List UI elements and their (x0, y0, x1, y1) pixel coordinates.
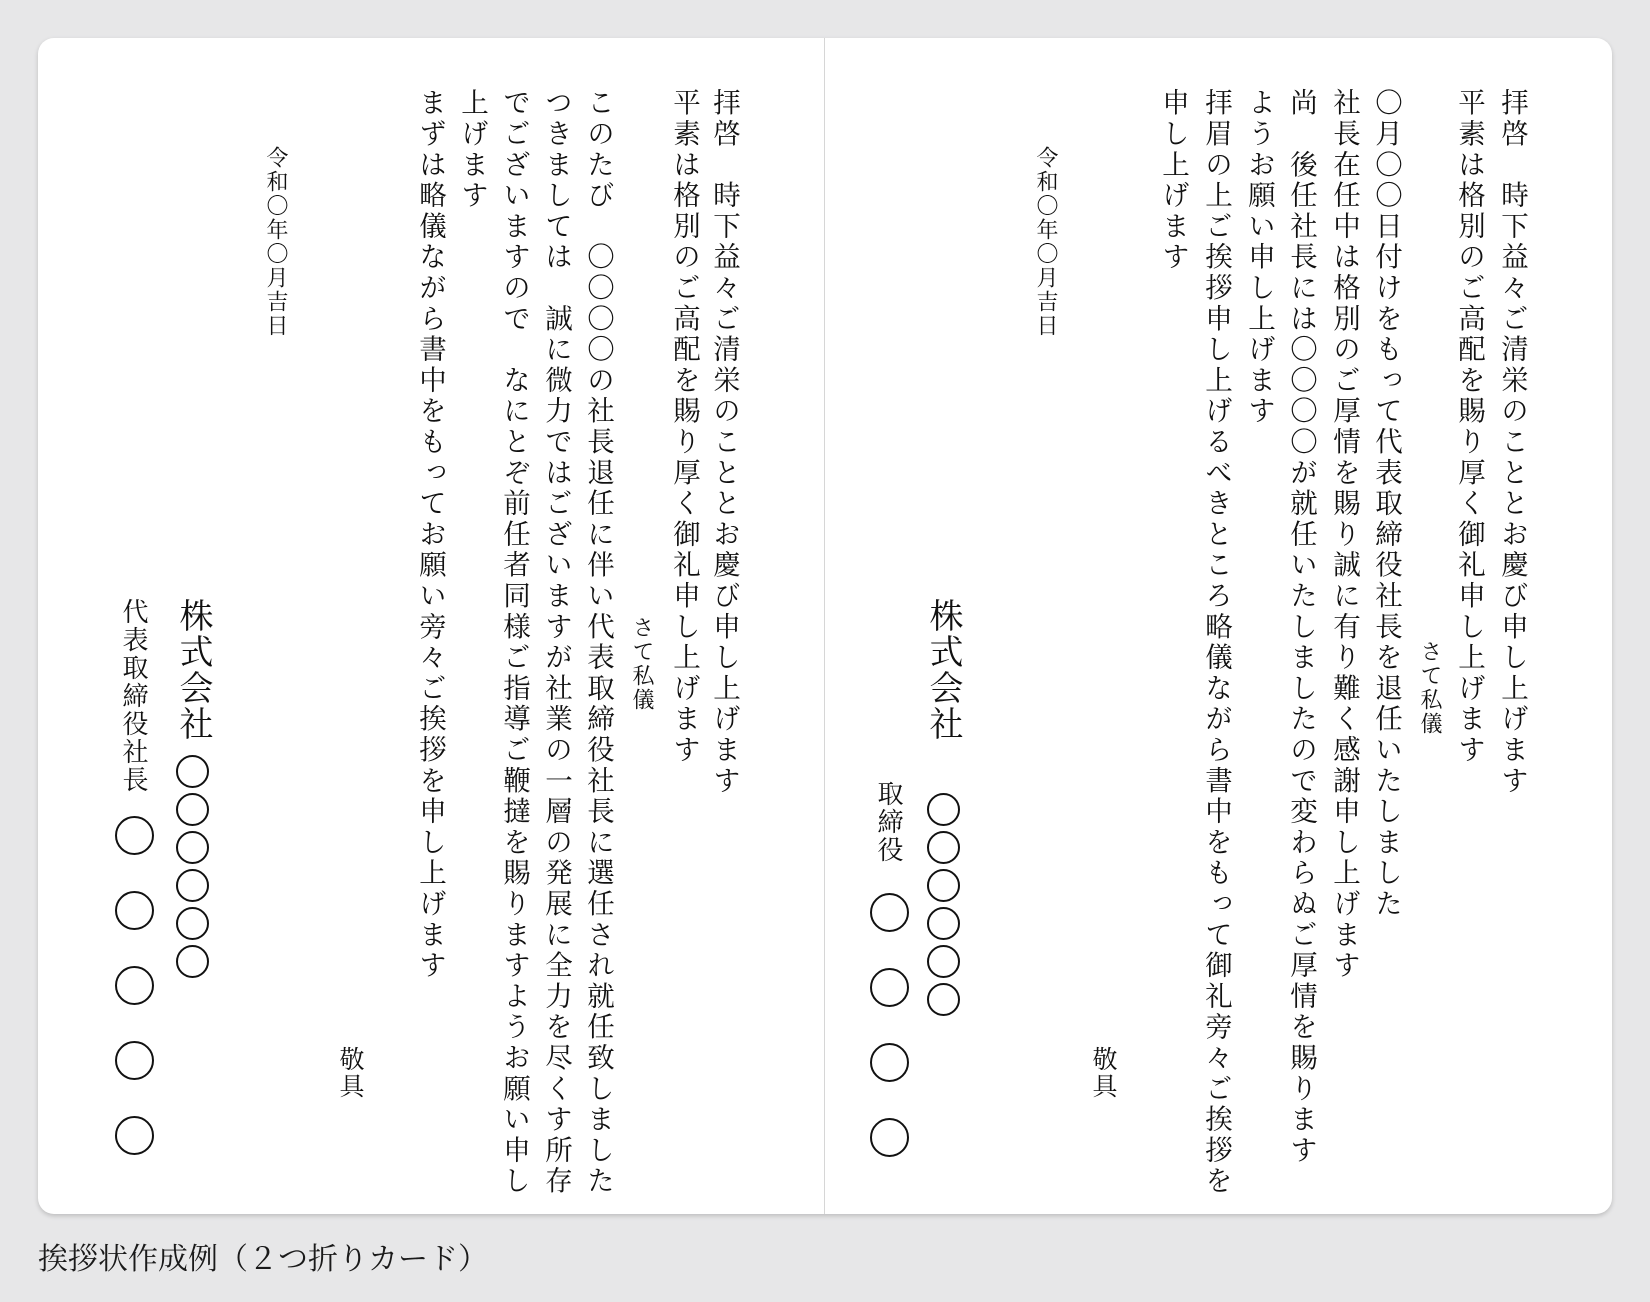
body-column: 上げます (456, 88, 488, 212)
date: 令和〇年〇月吉日 (1033, 146, 1058, 338)
closing-keigu: 敬具 (336, 1046, 365, 1100)
greeting-card (38, 38, 1612, 1214)
body-column: つきましては 誠に微力ではございますが社業の一層の発展に全力を尽くす所存 (540, 88, 572, 1197)
placeholder-circle (870, 1118, 909, 1157)
body-column: さて私儀 (629, 88, 654, 712)
placeholder-circle (927, 983, 960, 1016)
left-page (38, 38, 824, 1214)
placeholder-circle (870, 968, 909, 1007)
body-column: 拝啓 時下益々ご清栄のこととお慶び申し上げます (708, 88, 740, 797)
placeholder-circle (115, 1116, 154, 1155)
company-name: 株式会社 (923, 598, 963, 742)
placeholder-circle (927, 869, 960, 902)
placeholder-circle (176, 945, 209, 978)
position-title: 取締役 (873, 780, 903, 864)
placeholder-circle (927, 831, 960, 864)
body-column: ようお願い申し上げます (1243, 88, 1275, 427)
name-placeholder (870, 893, 909, 1193)
placeholder-circle (176, 793, 209, 826)
caption: 挨拶状作成例（２つ折りカード） (38, 1242, 488, 1277)
body-column: 社長在任中は格別のご厚情を賜り誠に有り難く感謝申し上げます (1328, 88, 1360, 982)
placeholder-circle (927, 945, 960, 978)
placeholder-circle (115, 891, 154, 930)
placeholder-circle (115, 816, 154, 855)
company-placeholder (927, 793, 960, 1021)
body-column: このたび 〇〇〇〇の社長退任に伴い代表取締役社長に選任され就任致しました (582, 88, 614, 1197)
placeholder-circle (115, 1041, 154, 1080)
body-column: さて私儀 (1417, 88, 1442, 736)
placeholder-circle (927, 793, 960, 826)
body-column: 尚 後任社長には〇〇〇〇が就任いたしましたので変わらぬご厚情を賜ります (1285, 88, 1317, 1166)
body-column: まずは略儀ながら書中をもってお願い旁々ご挨拶を申し上げます (414, 88, 446, 982)
company-name: 株式会社 (173, 598, 213, 742)
placeholder-circle (870, 1043, 909, 1082)
placeholder-circle (870, 893, 909, 932)
body-column: 拝眉の上ご挨拶申し上げるべきところ略儀ながら書中をもって御礼旁々ご挨拶を (1200, 88, 1232, 1197)
body-column: でございますので なにとぞ前任者同様ご指導ご鞭撻を賜りますようお願い申し (498, 88, 530, 1197)
placeholder-circle (176, 831, 209, 864)
position-title: 代表取締役社長 (118, 598, 148, 794)
body-column: 平素は格別のご高配を賜り厚く御礼申し上げます (1453, 88, 1485, 766)
body-column: 平素は格別のご高配を賜り厚く御礼申し上げます (668, 88, 700, 766)
right-page (825, 38, 1611, 1214)
placeholder-circle (927, 907, 960, 940)
closing-keigu: 敬具 (1089, 1046, 1118, 1100)
body-column: 申し上げます (1157, 88, 1189, 273)
placeholder-circle (176, 907, 209, 940)
body-column: 〇月〇〇日付けをもって代表取締役社長を退任いたしました (1370, 88, 1402, 920)
placeholder-circle (115, 966, 154, 1005)
placeholder-circle (176, 869, 209, 902)
name-placeholder (115, 816, 154, 1191)
placeholder-circle (176, 755, 209, 788)
body-column: 拝啓 時下益々ご清栄のこととお慶び申し上げます (1496, 88, 1528, 797)
company-placeholder (176, 755, 209, 983)
date: 令和〇年〇月吉日 (263, 146, 288, 338)
